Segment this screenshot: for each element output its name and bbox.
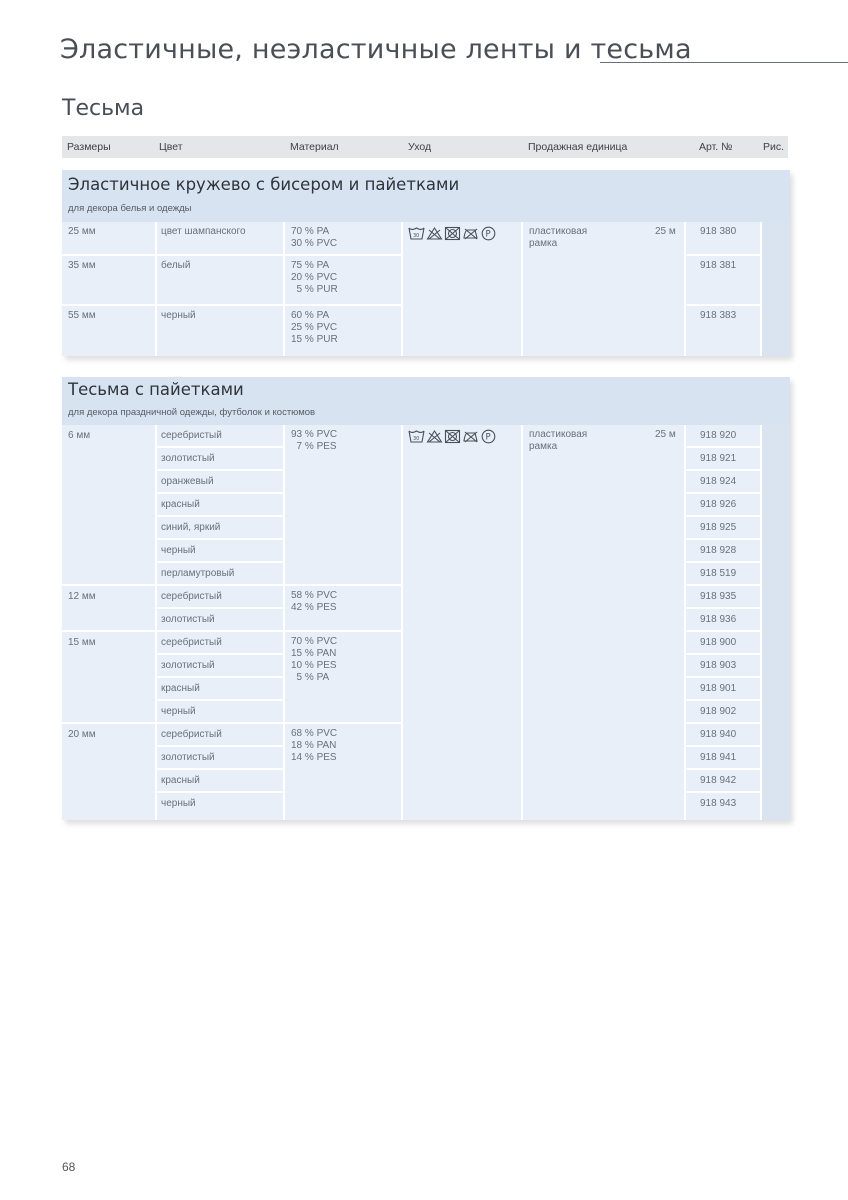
table-row: [62, 494, 790, 517]
material-cell: 93 % PVC 7 % PES: [291, 429, 338, 452]
color-cell: черный: [161, 545, 196, 556]
column-color: [157, 222, 283, 356]
svg-text:30: 30: [413, 233, 420, 239]
color-cell: серебристый: [161, 430, 222, 441]
table-row: [62, 471, 790, 494]
column-art: [686, 222, 760, 356]
table-row: [62, 586, 790, 609]
color-cell: золотистый: [161, 752, 215, 763]
color-cell: золотистый: [161, 614, 215, 625]
title-rule: [600, 62, 848, 63]
article-number: 918 519: [700, 568, 737, 579]
article-number: 918 902: [700, 706, 737, 717]
row-divider: [686, 254, 760, 256]
material-cell: 60 % PA 25 % PVC 15 % PUR: [291, 310, 338, 345]
article-number: 918 940: [700, 729, 737, 740]
color-cell: оранжевый: [161, 476, 214, 487]
color-cell: красный: [161, 775, 200, 786]
header-color: Цвет: [159, 141, 183, 153]
sales-unit: пластиковая рамка: [529, 429, 588, 452]
svg-text:30: 30: [413, 436, 420, 442]
article-number: 918 921: [700, 453, 737, 464]
color-cell: черный: [161, 310, 196, 321]
product-table: [62, 425, 790, 820]
column-care: [403, 222, 521, 356]
article-number: 918 936: [700, 614, 737, 625]
dry-clean-p-icon: [480, 226, 497, 241]
no-iron-icon: [462, 226, 479, 241]
no-bleach-icon: [426, 226, 443, 241]
table-row: [62, 678, 790, 701]
article-number: 918 901: [700, 683, 737, 694]
header-unit: Продажная единица: [528, 141, 628, 153]
header-art: Арт. №: [699, 141, 733, 153]
color-cell: синий, яркий: [161, 522, 221, 533]
material-cell: 68 % PVC 18 % PAN 14 % PES: [291, 728, 338, 763]
article-number: 918 941: [700, 752, 737, 763]
row-divider: [285, 254, 401, 256]
column-pic: [762, 222, 790, 356]
color-cell: черный: [161, 798, 196, 809]
no-tumble-dry-icon: [444, 226, 461, 241]
column-size: [62, 222, 155, 356]
article-number: 918 924: [700, 476, 737, 487]
table-row: [62, 517, 790, 540]
product-subtitle: для декора белья и одежды: [68, 203, 192, 214]
sales-quantity: 25 м: [655, 226, 676, 237]
material-cell: 70 % PA 30 % PVC: [291, 226, 338, 249]
color-cell: черный: [161, 706, 196, 717]
color-cell: серебристый: [161, 637, 222, 648]
color-cell: золотистый: [161, 660, 215, 671]
color-cell: серебристый: [161, 729, 222, 740]
table-row: [62, 632, 790, 655]
page-number: 68: [62, 1160, 76, 1174]
header-pic: Рис.: [763, 141, 785, 153]
product-block-sequin: [62, 377, 790, 820]
color-cell: белый: [161, 260, 191, 271]
table-row: [62, 655, 790, 678]
table-row: [62, 793, 790, 816]
column-divider: [283, 222, 285, 356]
material-cell: 70 % PVC 15 % PAN 10 % PES 5 % PA: [291, 636, 338, 683]
table-header: [62, 136, 788, 158]
product-block-lace: [62, 170, 790, 356]
size-cell: 25 мм: [68, 226, 96, 237]
color-cell: золотистый: [161, 453, 215, 464]
row-divider: [62, 304, 155, 306]
table-row: [62, 747, 790, 770]
size-cell: 6 мм: [68, 430, 91, 441]
size-cell: 12 мм: [68, 591, 96, 602]
row-divider: [686, 304, 760, 306]
table-row: [62, 540, 790, 563]
row-divider: [157, 254, 283, 256]
table-row: [62, 701, 790, 724]
row-divider: [157, 304, 283, 306]
article-number: 918 380: [700, 226, 737, 237]
article-number: 918 381: [700, 260, 737, 271]
column-divider: [155, 222, 157, 356]
material-cell: 58 % PVC 42 % PES: [291, 590, 338, 613]
sales-quantity: 25 м: [655, 429, 676, 440]
section-title: Тесьма: [62, 96, 145, 121]
product-table: [62, 222, 790, 356]
svg-text:P: P: [485, 432, 491, 443]
color-cell: красный: [161, 683, 200, 694]
product-band: [62, 377, 790, 425]
table-row: [62, 724, 790, 747]
size-cell: 35 мм: [68, 260, 96, 271]
row-divider: [62, 254, 155, 256]
table-row: [62, 448, 790, 471]
product-title: Тесьма с пайетками: [68, 380, 244, 399]
size-cell: 20 мм: [68, 729, 96, 740]
size-cell: 55 мм: [68, 310, 96, 321]
column-divider: [684, 222, 686, 356]
wash-30-icon: [408, 226, 425, 241]
article-number: 918 943: [700, 798, 737, 809]
svg-text:P: P: [485, 229, 491, 240]
article-number: 918 925: [700, 522, 737, 533]
article-number: 918 383: [700, 310, 737, 321]
column-divider: [760, 222, 762, 356]
color-cell: красный: [161, 499, 200, 510]
header-material: Материал: [290, 141, 339, 153]
article-number: 918 920: [700, 430, 737, 441]
article-number: 918 926: [700, 499, 737, 510]
product-title: Эластичное кружево с бисером и пайетками: [68, 175, 460, 194]
article-number: 918 928: [700, 545, 737, 556]
article-number: 918 935: [700, 591, 737, 602]
article-number: 918 900: [700, 637, 737, 648]
header-size: Размеры: [67, 141, 111, 153]
size-cell: 15 мм: [68, 637, 96, 648]
article-number: 918 942: [700, 775, 737, 786]
sales-unit: пластиковая рамка: [529, 226, 588, 249]
article-number: 918 903: [700, 660, 737, 671]
product-band: [62, 170, 790, 222]
row-divider: [285, 304, 401, 306]
header-care: Уход: [408, 141, 432, 153]
color-cell: цвет шампанского: [161, 226, 246, 237]
color-cell: перламутровый: [161, 568, 235, 579]
column-divider: [521, 222, 523, 356]
table-row: [62, 563, 790, 586]
table-row: [62, 425, 790, 448]
material-cell: 75 % PA 20 % PVC 5 % PUR: [291, 260, 338, 295]
product-subtitle: для декора праздничной одежды, футболок и костюмов: [68, 407, 316, 418]
page-title: Эластичные, неэластичные ленты и тесьма: [60, 34, 692, 65]
table-row: [62, 609, 790, 632]
column-divider: [401, 222, 403, 356]
care-symbols: [408, 226, 497, 241]
table-row: [62, 770, 790, 793]
color-cell: серебристый: [161, 591, 222, 602]
